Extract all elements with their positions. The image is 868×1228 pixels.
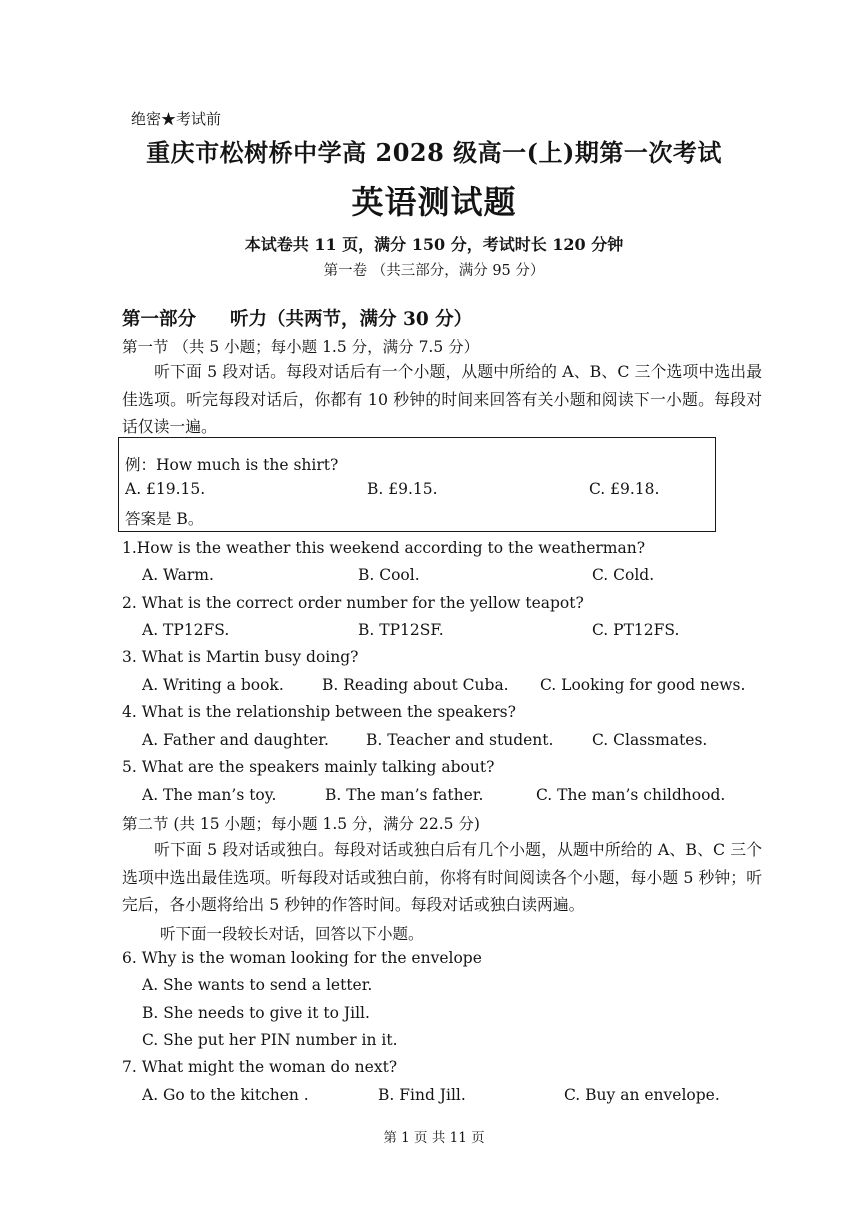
example-option-a: A. £19.15.: [125, 480, 206, 498]
exam-subtitle: 英语测试题: [351, 183, 517, 221]
q5-option-c: C. The man’s childhood.: [536, 786, 726, 804]
section2-instructions-text: 听下面 5 段对话或独白。每段对话或独白后有几个小题，从题中所给的 A、B、C 三个选项中选出最佳选项。听每段对话或独白前，你将有时间阅读各个小题，每小题 5 秒钟；听完后，各小题将给出 5 秒钟的作答时间。每段对话或独白读两遍。: [122, 840, 762, 914]
part1-title: 听力（共两节，满分 30 分）: [230, 309, 473, 330]
q3-option-b: B. Reading about Cuba.: [322, 676, 509, 694]
example-option-b: B. £9.15.: [367, 480, 438, 498]
page-footer: 第 1 页 共 11 页: [383, 1130, 485, 1146]
q1-option-c: C. Cold.: [592, 566, 655, 584]
q2-option-c: C. PT12FS.: [592, 621, 680, 639]
volume-heading: 第一卷 （共三部分，满分 95 分）: [323, 263, 545, 279]
q3-option-a: A. Writing a book.: [142, 676, 284, 694]
example-option-c: C. £9.18.: [589, 480, 660, 498]
section2-sub-instruction: 听下面一段较长对话，回答以下小题。: [160, 925, 424, 943]
question-1: 1.How is the weather this weekend according to the weatherman?: [122, 539, 646, 557]
q3-option-c: C. Looking for good news.: [540, 676, 746, 694]
q1-option-b: B. Cool.: [358, 566, 420, 584]
part1-label: 第一部分: [122, 309, 197, 330]
q2-option-b: B. TP12SF.: [358, 621, 444, 639]
q4-option-b: B. Teacher and student.: [366, 731, 554, 749]
section2-heading: 第二节 (共 15 小题；每小题 1.5 分，满分 22.5 分): [122, 815, 480, 833]
question-2: 2. What is the correct order number for the yellow teapot?: [122, 594, 584, 612]
q6-option-a: A. She wants to send a letter.: [142, 976, 373, 994]
exam-info: 本试卷共 11 页，满分 150 分，考试时长 120 分钟: [244, 235, 624, 254]
example-question: 例：How much is the shirt?: [125, 456, 339, 474]
question-7: 7. What might the woman do next?: [122, 1058, 398, 1076]
q5-option-b: B. The man’s father.: [325, 786, 484, 804]
part1-heading: [122, 305, 472, 331]
q6-option-b: B. She needs to give it to Jill.: [142, 1004, 370, 1022]
section1-instructions: [122, 358, 762, 441]
q7-option-a: A. Go to the kitchen .: [142, 1086, 309, 1104]
q4-option-c: C. Classmates.: [592, 731, 708, 749]
exam-title: 重庆市松树桥中学高 2028 级高一(上)期第一次考试: [146, 138, 722, 167]
q4-option-a: A. Father and daughter.: [142, 731, 329, 749]
q2-option-a: A. TP12FS.: [142, 621, 230, 639]
section2-instructions: [122, 836, 762, 919]
question-3: 3. What is Martin busy doing?: [122, 648, 359, 666]
q6-option-c: C. She put her PIN number in it.: [142, 1031, 398, 1049]
q1-option-a: A. Warm.: [142, 566, 214, 584]
q5-option-a: A. The man’s toy.: [142, 786, 277, 804]
q7-option-b: B. Find Jill.: [378, 1086, 466, 1104]
q7-option-c: C. Buy an envelope.: [564, 1086, 720, 1104]
question-4: 4. What is the relationship between the speakers?: [122, 703, 516, 721]
question-6: 6. Why is the woman looking for the envelope: [122, 949, 482, 967]
example-box: [118, 437, 716, 532]
section1-heading: 第一节 （共 5 小题；每小题 1.5 分，满分 7.5 分）: [122, 338, 480, 356]
section1-instructions-text: 听下面 5 段对话。每段对话后有一个小题，从题中所给的 A、B、C 三个选项中选出最佳选项。听完每段对话后，你都有 10 秒钟的时间来回答有关小题和阅读下一小题。每段对话仅读一遍。: [122, 362, 762, 436]
question-5: 5. What are the speakers mainly talking about?: [122, 758, 495, 776]
secret-mark: 绝密★考试前: [131, 110, 222, 128]
example-answer: 答案是 B。: [125, 510, 204, 528]
